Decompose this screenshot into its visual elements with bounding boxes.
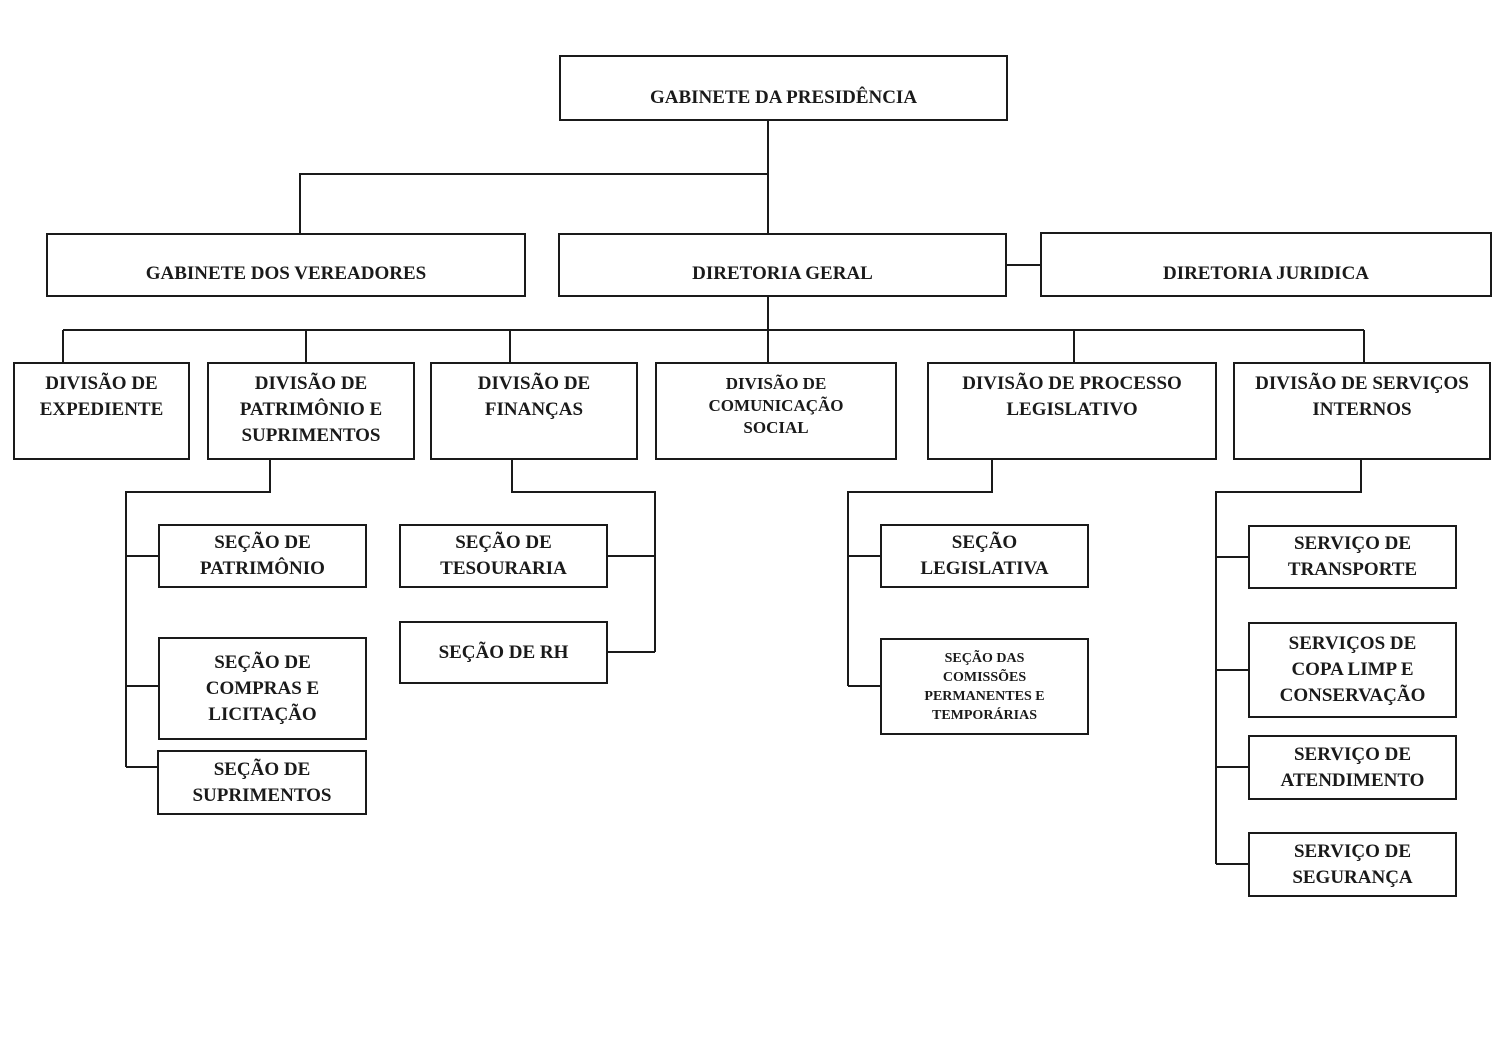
org-node-label: DIVISÃO DE SERVIÇOS INTERNOS — [1255, 373, 1469, 420]
org-node-divisao-financas — [430, 362, 638, 460]
org-node-secao-rh — [399, 621, 608, 684]
org-node-servico-seguranca — [1248, 832, 1457, 897]
org-node-secao-suprimentos — [157, 750, 367, 815]
org-node-diretoria-juridica — [1040, 232, 1492, 297]
org-node-label: DIVISÃO DE PROCESSO LEGISLATIVO — [962, 373, 1182, 420]
org-node-label: DIRETORIA JURIDICA — [1162, 263, 1370, 284]
org-node-label: SEÇÃO DE RH — [438, 641, 569, 663]
org-node-label: SERVIÇOS DE COPA LIMP E CONSERVAÇÃO — [1279, 633, 1426, 706]
org-node-secao-patrimonio — [158, 524, 367, 588]
org-node-label: DIRETORIA GERAL — [692, 263, 873, 284]
org-node-gabinete-vereadores — [46, 233, 526, 297]
org-node-label: SERVIÇO DE ATENDIMENTO — [1280, 743, 1425, 791]
org-node-label: SEÇÃO DE TESOURARIA — [440, 532, 567, 579]
org-node-secao-comissoes — [880, 638, 1089, 735]
org-node-label: SEÇÃO DE PATRIMÔNIO — [200, 532, 325, 579]
org-node-divisao-comunicacao — [655, 362, 897, 460]
org-node-divisao-processo — [927, 362, 1217, 460]
org-node-label: SEÇÃO DAS COMISSÕES PERMANENTES E TEMPORÁRIAS — [924, 650, 1045, 723]
org-node-secao-compras — [158, 637, 367, 740]
org-node-label: GABINETE DOS VEREADORES — [145, 263, 427, 284]
connector-vereadores-branch — [300, 174, 768, 233]
org-node-gabinete-presidencia — [559, 55, 1008, 121]
org-node-secao-legislativa — [880, 524, 1089, 588]
org-node-servicos-copa — [1248, 622, 1457, 718]
org-node-secao-tesouraria — [399, 524, 608, 588]
org-node-divisao-patrimonio — [207, 362, 415, 460]
org-node-label: SERVIÇO DE TRANSPORTE — [1287, 533, 1418, 580]
org-node-label: SEÇÃO LEGISLATIVA — [920, 532, 1049, 579]
org-node-diretoria-geral — [558, 233, 1007, 297]
org-node-servico-transporte — [1248, 525, 1457, 589]
org-node-label: DIVISÃO DE FINANÇAS — [477, 373, 591, 420]
org-node-servico-atendimento — [1248, 735, 1457, 800]
org-node-divisao-servicos-internos — [1233, 362, 1491, 460]
org-node-label: DIVISÃO DE PATRIMÔNIO E SUPRIMENTOS — [239, 373, 383, 446]
org-node-label: SERVIÇO DE SEGURANÇA — [1292, 840, 1413, 888]
org-node-divisao-expediente — [13, 362, 190, 460]
org-node-label: SEÇÃO DE COMPRAS E LICITAÇÃO — [205, 651, 320, 725]
org-node-label: GABINETE DA PRESIDÊNCIA — [649, 87, 918, 108]
org-node-label: SEÇÃO DE SUPRIMENTOS — [192, 758, 332, 806]
org-node-label: DIVISÃO DE EXPEDIENTE — [39, 373, 164, 420]
org-node-label: DIVISÃO DE COMUNICAÇÃO SOCIAL — [708, 374, 844, 437]
